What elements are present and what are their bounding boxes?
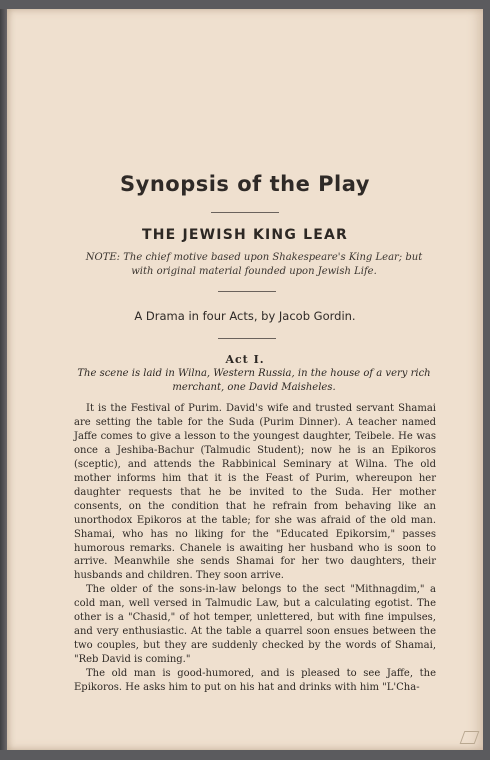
- note-divider: [218, 291, 276, 292]
- title-divider: [211, 212, 279, 213]
- paragraph: The older of the sons-in-law belongs to the sect "Mithnagdim," a cold man, well versed in Talmudic Law, but a calculating egotist. The other is a "Chasid," of hot temper, unlettered, but with fine impulses, and very enthusiastic. At the table a quarrel soon ensues between the two couples, but they are suddenly checked by the words of Shamai, "Reb David is coming.": [74, 584, 436, 666]
- paragraph: It is the Festival of Purim. David's wife and trusted servant Shamai are setting the table for the Suda (Purim Dinner). A teacher named Jaffe comes to give a lesson to the youngest daughter, Teibele. He was once a Jeshiba-Bachur (Talmudic Student); now he is an Epikoros (sceptic), and attends the Rabbinical Seminary at Wilna. The old mother informs him that it is the Feast of Purim, whereupon her daughter requests that he be invited to the Suda. Her mother consents, on the condition that he refrain from behaving like an unorthodox Epikoros at the table; for she was afraid of the old man. Shamai, who has no liking for the "Educated Epikorsim," passes humorous remarks. Chanele is awaiting her husband who is soon to arrive. Meanwhile she sends Shamai for her two daughters, their husbands and children. They soon arrive.: [74, 403, 436, 582]
- act-heading: Act I.: [225, 353, 265, 366]
- scene-line-2: merchant, one David Maisheles.: [172, 382, 336, 393]
- play-title: THE JEWISH KING LEAR: [141, 227, 349, 243]
- scene-line-1: The scene is laid in Wilna, Western Russia, in the house of a very rich: [77, 368, 431, 379]
- book-spine: [0, 9, 7, 750]
- note-line-2: with original material founded upon Jewish Life.: [131, 266, 377, 277]
- document-page: [7, 9, 483, 750]
- page-corner-mark: [460, 731, 480, 744]
- note: [70, 251, 438, 279]
- page-title: Synopsis of the Play: [120, 172, 370, 196]
- drama-byline: A Drama in four Acts, by Jacob Gordin.: [134, 309, 356, 323]
- paragraph: The old man is good-humored, and is pleased to see Jaffe, the Epikoros. He asks him to put on his hat and drinks with him "L'Cha-: [74, 668, 436, 694]
- byline-divider: [218, 338, 276, 339]
- scene-description: [71, 367, 437, 395]
- note-line-1: NOTE: The chief motive based upon Shakespeare's King Lear; but: [85, 252, 423, 263]
- synopsis-body: [74, 402, 436, 695]
